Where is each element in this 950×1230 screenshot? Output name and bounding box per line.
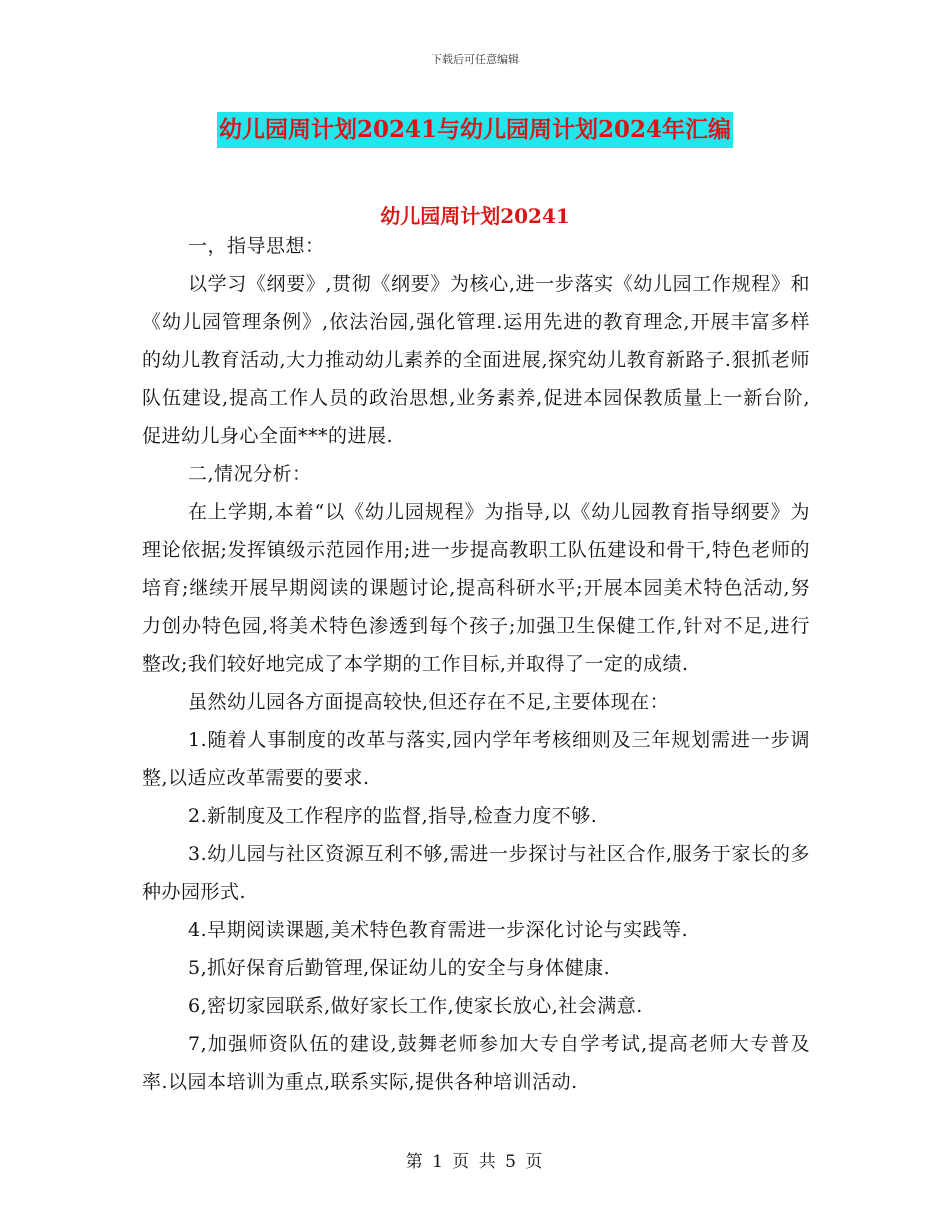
list-item-3: 3.幼儿园与社区资源互利不够,需进一步探讨与社区合作,服务于家长的多种办园形式. (142, 843, 810, 903)
document-title: 幼儿园周计划20241与幼儿园周计划2024年汇编 (217, 112, 733, 148)
paragraph-situation-heading: 二,情况分析： (188, 463, 312, 485)
paragraph-situation-text: 在上学期,本着“以《幼儿园规程》为指导,以《幼儿园教育指导纲要》为理论依据;发挥镇级示范园作用;进一步提高教职工队伍建设和骨干,特色老师的培育;继续开展早期阅读的课题讨论,提高科研水平;开展本园美术特色活动,努力创办特色园,将美术特色渗透到每个孩子;加强卫生保健工作,针对不足,进行整改;我们较好地完成了本学期的工作目标,并取得了一定的成绩. (142, 501, 810, 675)
paragraph-shortcomings-intro: 虽然幼儿园各方面提高较快,但还存在不足,主要体现在： (188, 691, 670, 713)
list-item-2: 2.新制度及工作程序的监督,指导,检查力度不够. (188, 805, 598, 827)
document-body (142, 227, 810, 1101)
page-header-note: 下载后可任意编辑 (431, 53, 519, 66)
paragraph-guiding-text: 以学习《纲要》,贯彻《纲要》为核心,进一步落实《幼儿园工作规程》和《幼儿园管理条例》,依法治园,强化管理.运用先进的教育理念,开展丰富多样的幼儿教育活动,大力推动幼儿素养的全面进展,探究幼儿教育新路子.狠抓老师队伍建设,提高工作人员的政治思想,业务素养,促进本园保教质量上一新台阶,促进幼儿身心全面***的进展. (142, 273, 810, 447)
list-item-5: 5,抓好保育后勤管理,保证幼儿的安全与身体健康. (188, 957, 611, 979)
list-item-7: 7,加强师资队伍的建设,鼓舞老师参加大专自学考试,提高老师大专普及率.以园本培训为重点,联系实际,提供各种培训活动. (142, 1033, 810, 1093)
list-item-6: 6,密切家园联系,做好家长工作,使家长放心,社会满意. (188, 995, 643, 1017)
paragraph-guiding-heading: 一，指导思想： (188, 235, 325, 257)
section-title: 幼儿园周计划20241 (380, 204, 570, 228)
document-title-block (0, 112, 950, 148)
page-footer-page-number: 第 1 页 共 5 页 (405, 1152, 545, 1172)
list-item-1: 1.随着人事制度的改革与落实,园内学年考核细则及三年规划需进一步调整,以适应改革需要的要求. (142, 729, 810, 789)
list-item-4: 4.早期阅读课题,美术特色教育需进一步深化讨论与实践等. (188, 919, 689, 941)
